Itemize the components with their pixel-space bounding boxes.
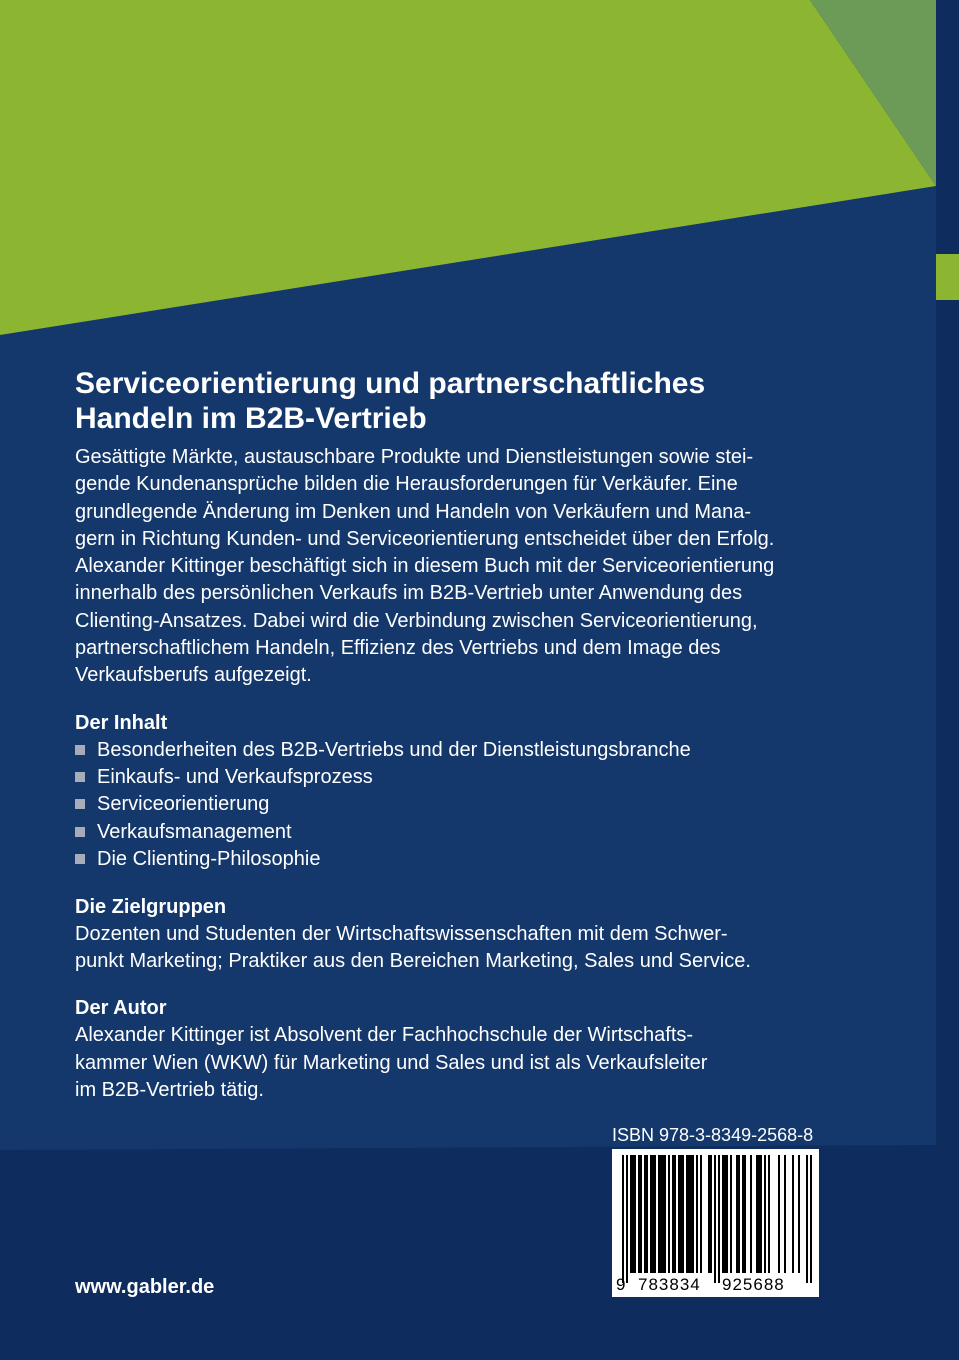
- barcode: [612, 1149, 819, 1297]
- list-item: [75, 846, 875, 873]
- barcode-bar: [764, 1155, 766, 1273]
- text-line: innerhalb des persönlichen Verkaufs im B2B-Vertrieb unter Anwendung des: [75, 582, 743, 605]
- barcode-bar: [798, 1155, 800, 1273]
- book-title: [75, 366, 875, 436]
- text-line: gende Kundenansprüche bilden die Herausforderungen für Verkäufer. Eine: [75, 473, 738, 496]
- barcode-bar: [778, 1155, 780, 1273]
- barcode-bar: [784, 1155, 786, 1273]
- barcode-bar: [678, 1155, 684, 1273]
- text-line: Dozenten und Studenten der Wirtschaftswissenschaften mit dem Schwer-: [75, 922, 728, 945]
- autor-paragraph: [75, 1022, 875, 1104]
- barcode-bar: [700, 1155, 702, 1273]
- barcode-bar: [792, 1155, 794, 1273]
- barcode-bar: [806, 1155, 808, 1283]
- barcode-bar: [672, 1155, 676, 1273]
- intro-paragraph: [75, 444, 875, 690]
- title-line: Handeln im B2B-Vertrieb: [75, 402, 427, 435]
- text-line: Verkaufsberufs aufgezeigt.: [75, 664, 312, 687]
- text-line: gern in Richtung Kunden- und Serviceorientierung entscheidet über den Erfolg.: [75, 527, 775, 550]
- text-line: Gesättigte Märkte, austauschbare Produkte und Dienstleistungen sowie stei-: [75, 446, 754, 468]
- list-item: [75, 764, 875, 791]
- barcode-bar: [686, 1155, 694, 1273]
- barcode-bar: [736, 1155, 740, 1273]
- text-line: im B2B-Vertrieb tätig.: [75, 1078, 264, 1101]
- text-line: punkt Marketing; Praktiker aus den Bereichen Marketing, Sales und Service.: [75, 950, 751, 972]
- barcode-bar: [742, 1155, 746, 1273]
- text-line: Clienting-Ansatzes. Dabei wird die Verbindung zwischen Serviceorientierung,: [75, 609, 758, 632]
- square-bullet-icon: [75, 745, 85, 755]
- barcode-bar: [708, 1155, 712, 1273]
- list-item-text: Einkaufs- und Verkaufsprozess: [97, 766, 373, 789]
- list-item-text: Besonderheiten des B2B-Vertriebs und der Dienstleistungsbranche: [97, 738, 691, 761]
- square-bullet-icon: [75, 827, 85, 837]
- barcode-bar: [756, 1155, 762, 1273]
- barcode-bar: [696, 1155, 698, 1273]
- text-line: Alexander Kittinger ist Absolvent der Fachhochschule der Wirtschafts-: [75, 1024, 694, 1047]
- barcode-bar: [630, 1155, 636, 1273]
- text-line: partnerschaftlichem Handeln, Effizienz des Vertriebs und dem Image des: [75, 637, 721, 660]
- inhalt-list: [75, 737, 875, 874]
- barcode-bar: [714, 1155, 716, 1283]
- barcode-bar: [622, 1155, 624, 1283]
- list-item-text: Verkaufsmanagement: [97, 820, 292, 843]
- zielgruppen-heading: Die Zielgruppen: [75, 895, 227, 918]
- text-line: grundlegende Änderung im Denken und Handeln von Verkäufern und Mana-: [75, 500, 752, 523]
- barcode-bar: [750, 1155, 752, 1273]
- autor-heading: Der Autor: [75, 997, 167, 1020]
- barcode-bar: [658, 1155, 666, 1273]
- barcode-bar: [730, 1155, 732, 1273]
- barcode-bar: [626, 1155, 628, 1283]
- publisher-website: www.gabler.de: [75, 1276, 215, 1298]
- list-item: [75, 819, 875, 846]
- list-item-text: Die Clienting-Philosophie: [97, 848, 321, 871]
- barcode-right-group: 925688: [722, 1275, 785, 1294]
- list-item-text: Serviceorientierung: [97, 793, 270, 816]
- barcode-bar: [718, 1155, 720, 1283]
- barcode-left-group: 783834: [638, 1275, 701, 1294]
- zielgruppen-paragraph: [75, 921, 875, 976]
- isbn-label: ISBN 978-3-8349-2568-8: [612, 1125, 814, 1145]
- inhalt-heading: Der Inhalt: [75, 711, 168, 734]
- barcode-first-digit: 9: [616, 1275, 626, 1294]
- text-line: Alexander Kittinger beschäftigt sich in diesem Buch mit der Serviceorientierung: [75, 555, 775, 578]
- barcode-bar: [650, 1155, 656, 1273]
- text-line: kammer Wien (WKW) für Marketing und Sales und ist als Verkaufsleiter: [75, 1051, 708, 1074]
- content-area: [75, 366, 875, 1104]
- barcode-bar: [768, 1155, 770, 1273]
- title-line: Serviceorientierung und partnerschaftliches: [75, 367, 706, 400]
- green-edge-mark: [936, 254, 959, 300]
- square-bullet-icon: [75, 854, 85, 864]
- square-bullet-icon: [75, 772, 85, 782]
- barcode-bar: [668, 1155, 670, 1273]
- barcode-bar: [644, 1155, 648, 1273]
- list-item: [75, 737, 875, 764]
- barcode-bar: [638, 1155, 642, 1273]
- barcode-bar: [722, 1155, 728, 1273]
- square-bullet-icon: [75, 799, 85, 809]
- list-item: [75, 791, 875, 818]
- barcode-bar: [810, 1155, 812, 1283]
